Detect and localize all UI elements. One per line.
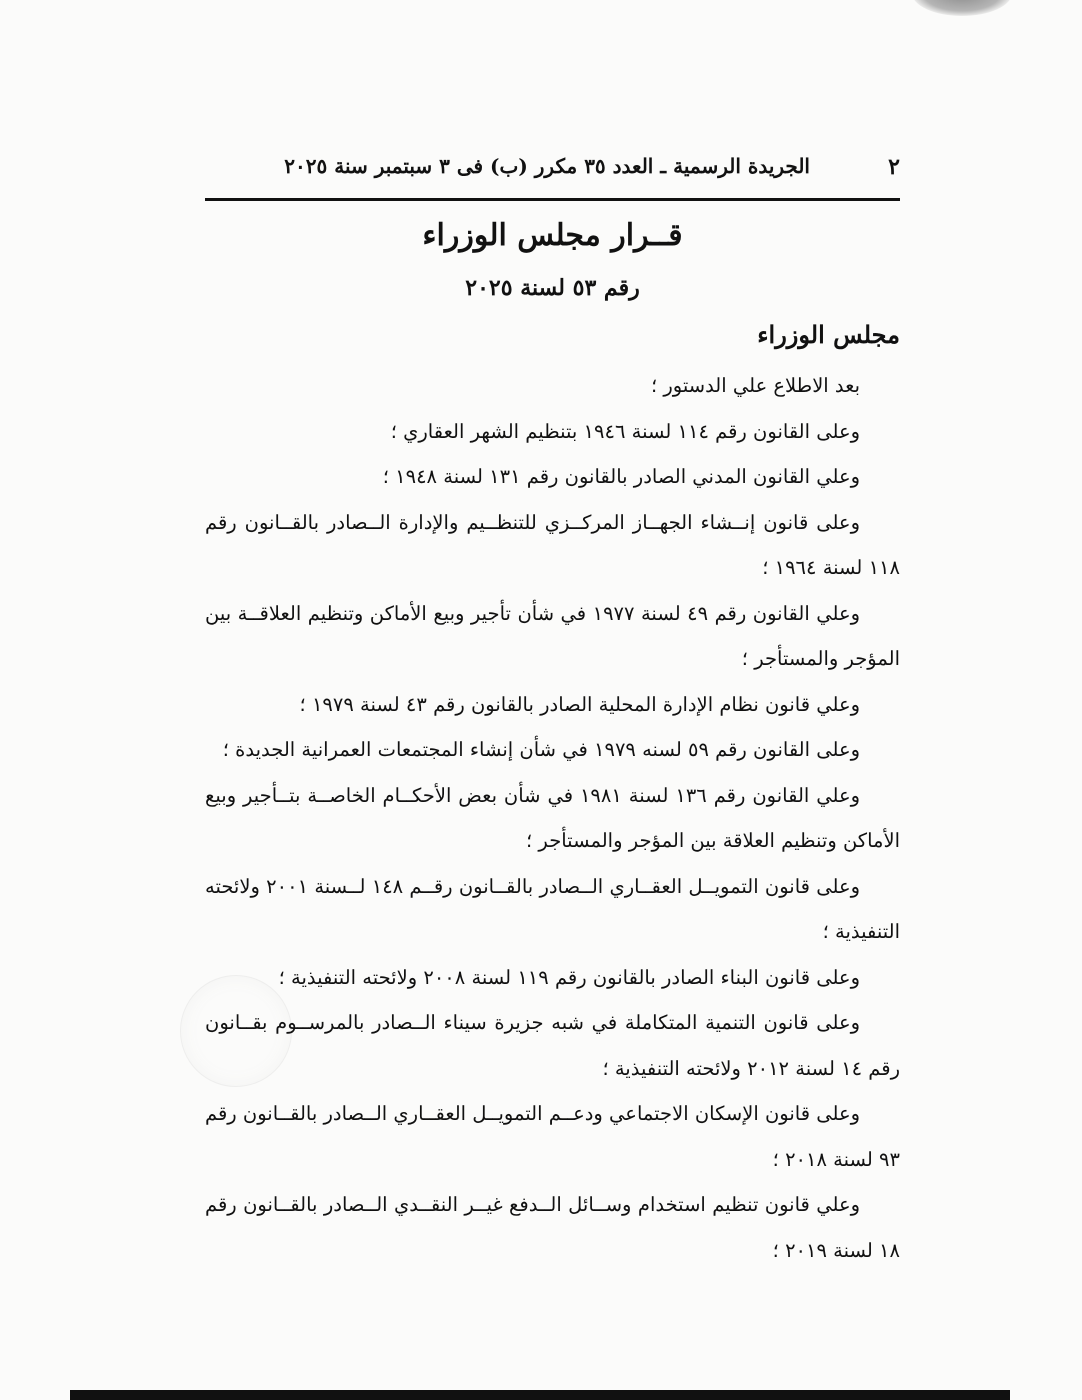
corner-shadow: [912, 0, 1012, 16]
decree-title: قــرار مجلس الوزراء: [422, 218, 683, 253]
footer-rule: [70, 1390, 1010, 1400]
preamble-paragraph: وعلى قانون البناء الصادر بالقانون رقم ١١٩ لسنة ٢٠٠٨ ولائحته التنفيذية ؛: [278, 965, 860, 989]
issuer-heading: مجلس الوزراء: [757, 320, 900, 349]
preamble-paragraph: وعلي قانون تنظيم استخدام وســائل الــدفع غيــر النقــدي الــصادر بالقــانون رقم ١٨ لسنة ٢٠١٩ ؛: [205, 1193, 900, 1262]
preamble-paragraph: وعلي القانون رقم ١٣٦ لسنة ١٩٨١ في شأن بعض الأحكــام الخاصــة بتــأجير وبيع الأماكن وتنظيم العلاقة بين المؤجر والمستأجر ؛: [205, 783, 900, 852]
decree-number: رقم ٥٣ لسنة ٢٠٢٥: [465, 275, 640, 301]
preamble-paragraph: بعد الاطلاع علي الدستور ؛: [650, 374, 860, 397]
header-rule: [205, 198, 900, 201]
page-header: [205, 150, 900, 190]
preamble-paragraph: وعلي القانون المدني الصادر بالقانون رقم ١٣١ لسنة ١٩٤٨ ؛: [382, 465, 860, 488]
preamble-paragraph: وعلي قانون نظام الإدارة المحلية الصادر بالقانون رقم ٤٣ لسنة ١٩٧٩ ؛: [299, 692, 860, 716]
running-title: الجريدة الرسمية ـ العدد ٣٥ مكرر (ب) فى ٣ سبتمبر سنة ٢٠٢٥: [284, 154, 810, 178]
preamble: [205, 363, 900, 1273]
preamble-paragraph: وعلى قانون إنــشاء الجهــاز المركــزي للتنظــيم والإدارة الــصادر بالقــانون رقم ١١٨ لسنة ١٩٦٤ ؛: [205, 510, 900, 579]
preamble-paragraph: وعلى القانون رقم ١١٤ لسنة ١٩٤٦ بتنظيم الشهر العقاري ؛: [390, 419, 860, 443]
preamble-paragraph: وعلى قانون الإسكان الاجتماعي ودعــم التمويــل العقــاري الــصادر بالقــانون رقم ٩٣ لسنة ٢٠١٨ ؛: [205, 1102, 900, 1171]
preamble-paragraph: وعلى قانون التنمية المتكاملة في شبه جزيرة سيناء الــصادر بالمرســوم بقــانون رقم ١٤ لسنة ٢٠١٢ ولائحته التنفيذية ؛: [205, 1011, 900, 1080]
preamble-paragraph: وعلي القانون رقم ٤٩ لسنة ١٩٧٧ في شأن تأجير وبيع الأماكن وتنظيم العلاقــة بين المؤجر والمستأجر ؛: [205, 601, 900, 670]
preamble-paragraph: وعلى القانون رقم ٥٩ لسنه ١٩٧٩ في شأن إنشاء المجتمعات العمرانية الجديدة ؛: [222, 738, 860, 761]
page-number: ٢: [888, 154, 900, 180]
preamble-paragraph: وعلى قانون التمويــل العقــاري الــصادر بالقــانون رقــم ١٤٨ لــسنة ٢٠٠١ ولائحته التنفيذية ؛: [205, 874, 900, 943]
